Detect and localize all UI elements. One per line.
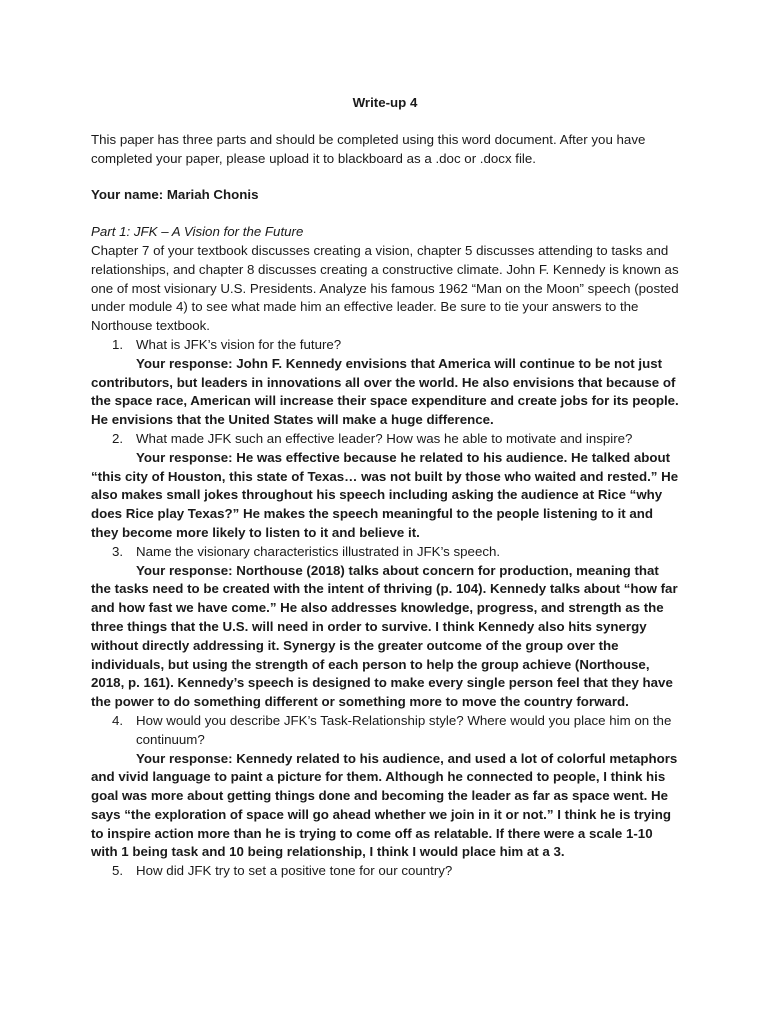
response-text: Your response: John F. Kennedy envisions that America will continue to be not just contributors, but leaders in innovations all over the world. He also envisions that because of the space race, American will increase their space expenditure and create jobs for its people. He envisions that the United States will make a huge difference. <box>91 355 679 428</box>
response-text: Your response: Kennedy related to his audience, and used a lot of colorful metaphors and vivid language to paint a picture for them. Although he connected to people, I think his goal was more about getting things done and becoming the leader as far as space went. He says “the exploration of space will go ahead whether we join in it or not.” I think he is trying to inspire action more than he is trying to come off as relatable. If there were a scale 1-10 with 1 being task and 10 being relationship, I think I would place him at a 3. <box>91 750 678 860</box>
question-list <box>91 336 679 881</box>
question-number: 2. <box>112 430 124 446</box>
question-number: 3. <box>112 543 124 559</box>
question-item <box>91 862 679 881</box>
question-label: What is JFK’s vision for the future? <box>136 336 342 352</box>
question-text <box>91 336 679 355</box>
part-1-intro: Chapter 7 of your textbook discusses creating a vision, chapter 5 discusses attending to tasks and relationships, and chapter 8 discusses creating a constructive climate. John F. Kennedy is known as one of most visionary U.S. Presidents. Analyze his famous 1962 “Man on the Moon” speech (posted under module 4) to see what made him an effective leader. Be sure to tie your answers to the Northouse textbook. <box>91 242 679 334</box>
question-number: 4. <box>112 712 124 728</box>
document-title: Write-up 4 <box>352 95 418 110</box>
question-text <box>91 543 679 562</box>
question-label: What made JFK such an effective leader? How was he able to motivate and inspire? <box>136 430 633 446</box>
intro-paragraph: This paper has three parts and should be completed using this word document. After you have completed your paper, please upload it to blackboard as a .doc or .docx file. <box>91 131 646 166</box>
question-label: How did JFK try to set a positive tone for our country? <box>136 863 453 879</box>
question-item <box>91 336 679 430</box>
part-1-heading: Part 1: JFK – A Vision for the Future <box>91 224 304 240</box>
question-label: Name the visionary characteristics illustrated in JFK’s speech. <box>136 543 501 559</box>
question-text <box>91 862 679 881</box>
question-text <box>91 430 679 449</box>
question-text <box>91 712 679 750</box>
response-text: Your response: Northouse (2018) talks about concern for production, meaning that the tasks need to be created with the intent of thriving (p. 104). Kennedy talks about “how far and how fast we have come.” He also addresses knowledge, progress, and strength as the three things that the U.S. will need in order to survive. I think Kennedy also hits synergy without directly addressing it. Synergy is the greater outcome of the group over the individuals, but using the strength of each person to help the group achieve (Northouse, 2018, p. 161). Kennedy’s speech is designed to make every single person feel that they have the power to do something different or something more to move the country forward. <box>91 562 678 710</box>
question-item <box>91 543 679 712</box>
question-item <box>91 712 679 862</box>
question-number: 1. <box>112 336 124 352</box>
question-item <box>91 430 679 543</box>
student-name-line: Your name: Mariah Chonis <box>91 187 259 203</box>
question-number: 5. <box>112 863 124 879</box>
response-text: Your response: He was effective because he related to his audience. He talked about “this city of Houston, this state of Texas… was not built by those who waited and rested.” He also makes small jokes throughout his speech including asking the audience at Rice “why does Rice play Texas?” He makes the speech meaningful to the people listening to it and they become more likely to listen to it and believe it. <box>91 449 679 540</box>
question-label: How would you describe JFK’s Task-Relationship style? Where would you place him on the continuum? <box>136 712 672 747</box>
document-page <box>91 94 679 881</box>
